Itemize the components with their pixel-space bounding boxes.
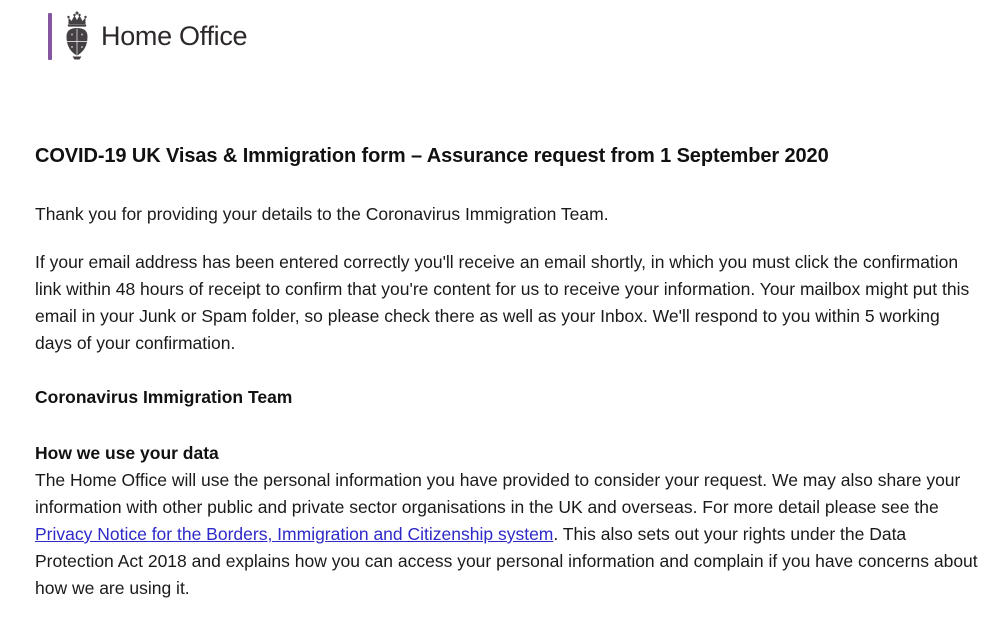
home-office-logo [48,11,1004,61]
team-heading: Coronavirus Immigration Team [35,387,293,407]
page-title: COVID-19 UK Visas & Immigration form – Assurance request from 1 September 2020 [35,145,829,167]
data-usage-paragraph [35,467,978,602]
data-usage-text-after-link: . This also sets out your rights under the Data Protection Act 2018 and explains how you can access your personal information and complain if you have concerns about how we are using it. [35,524,978,598]
thanks-paragraph: Thank you for providing your details to the Coronavirus Immigration Team. [35,204,609,224]
royal-crest-icon [60,11,94,61]
email-info-paragraph: If your email address has been entered correctly you'll receive an email shortly, in which you must click the confirmation link within 48 hours of receipt to confirm that you're content for us to receive your information. Your mailbox might put this email in your Junk or Spam folder, so please check there as well as your Inbox. We'll respond to you within 5 working days of your confirmation. [35,252,970,353]
logo-bar [48,13,52,60]
privacy-notice-link[interactable]: Privacy Notice for the Borders, Immigration and Citizenship system [35,524,554,544]
data-usage-heading: How we use your data [35,443,219,463]
email-content [0,144,1004,602]
logo-text: Home Office [101,21,248,51]
data-usage-text-before-link: The Home Office will use the personal information you have provided to consider your request. We may also share your information with other public and private sector organisations in the UK and overseas. For more detail please see the [35,470,961,517]
